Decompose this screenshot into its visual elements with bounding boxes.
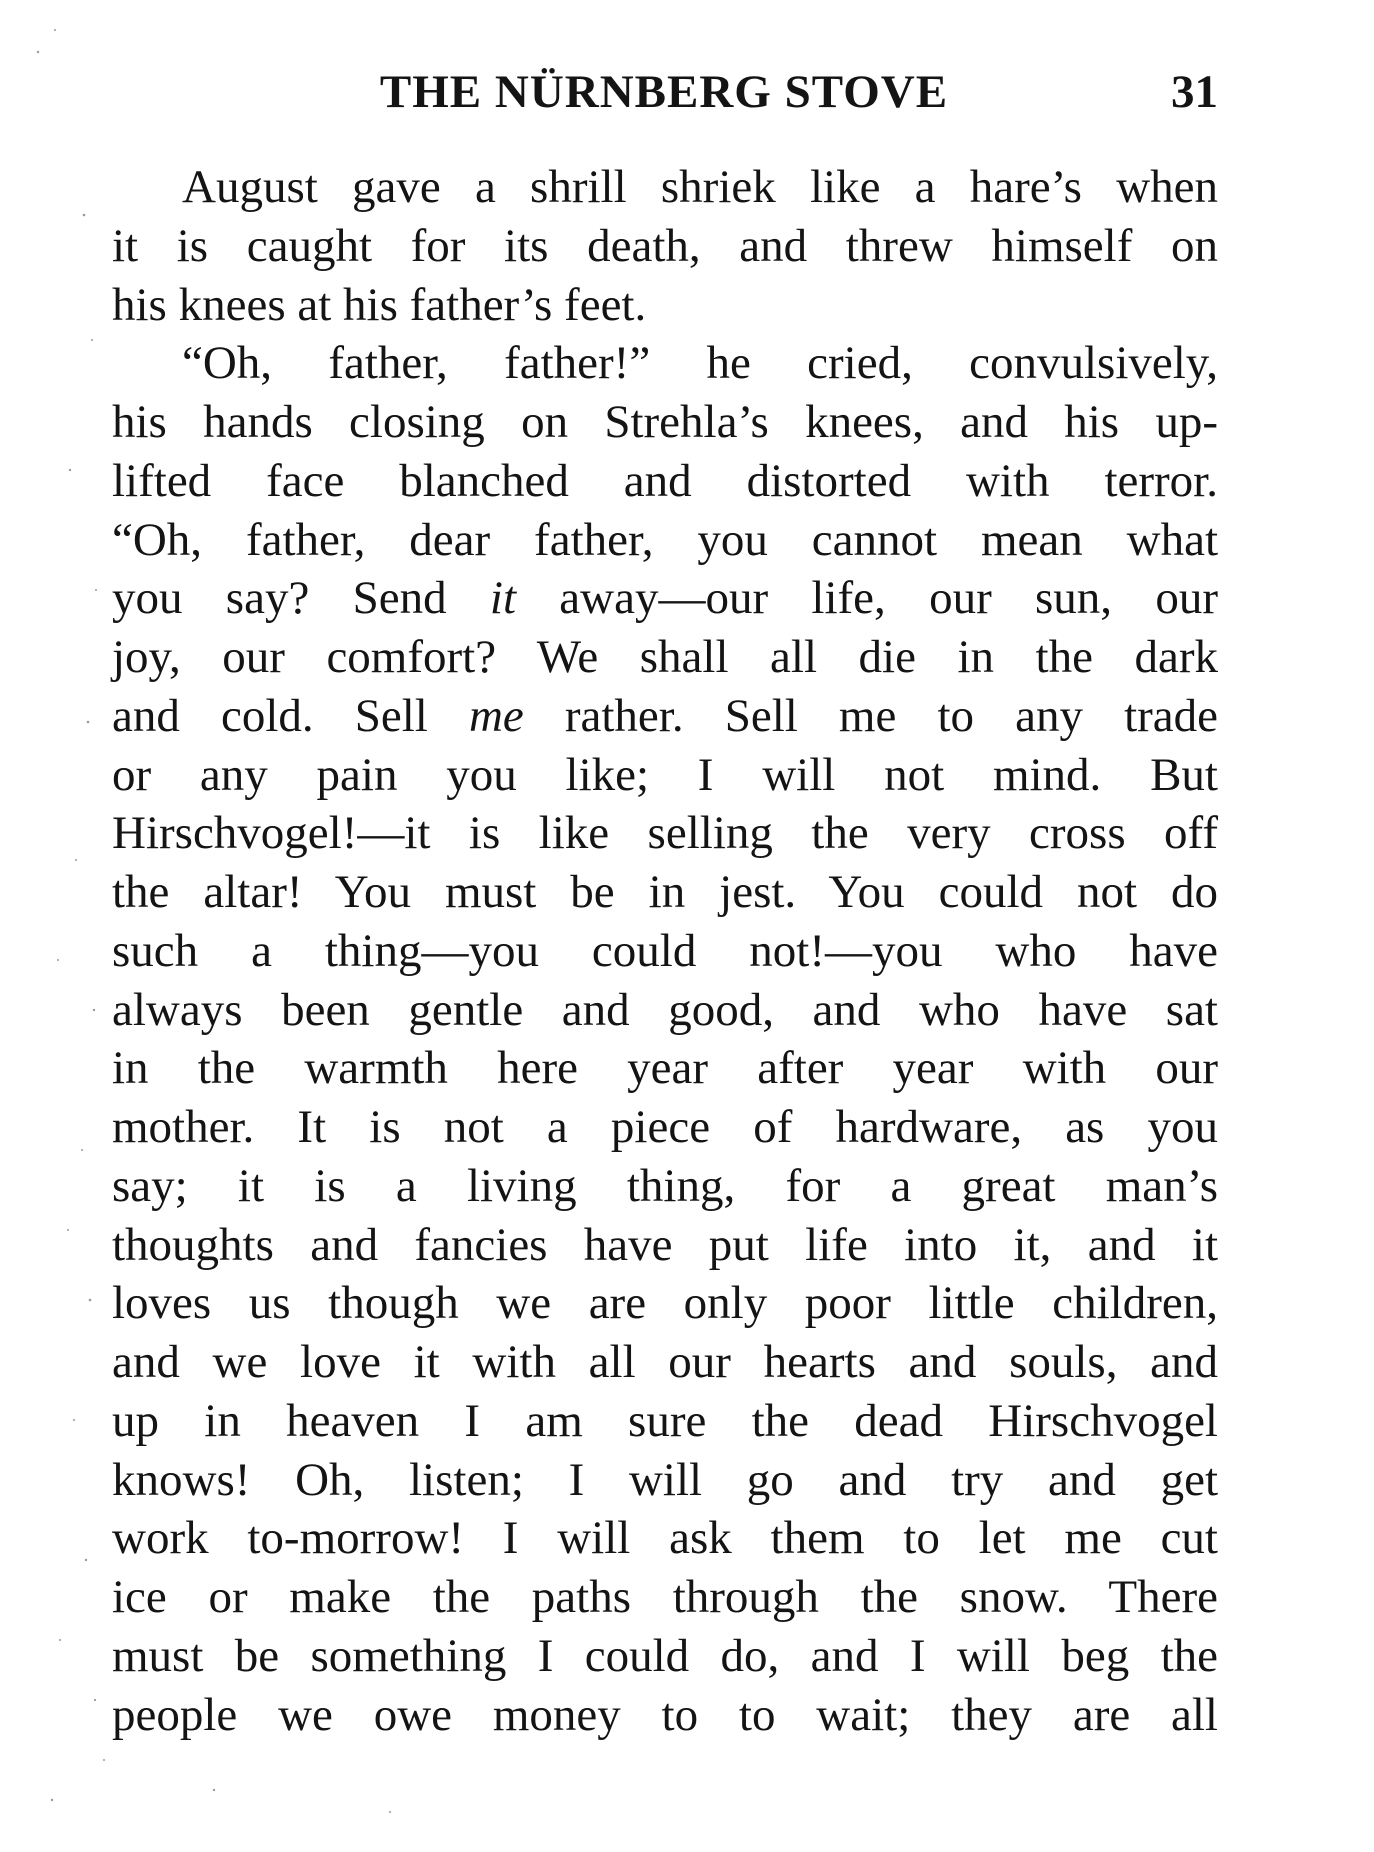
text-line bbox=[112, 569, 1218, 628]
text-line: and we love it with all our hearts and souls, and bbox=[112, 1336, 1218, 1388]
text-line: it is caught for its death, and threw himself on bbox=[112, 219, 1218, 272]
emphasis: me bbox=[468, 689, 524, 742]
text-line: his knees at his father’s feet. bbox=[112, 278, 647, 331]
emphasis: it bbox=[489, 572, 517, 625]
text-line: mother. It is not a piece of hardware, as you bbox=[112, 1101, 1218, 1153]
text-line: work to-morrow! I will ask them to let me cut bbox=[112, 1512, 1218, 1565]
text-line: ice or make the paths through the snow. There bbox=[112, 1571, 1218, 1623]
text-segment: away—our life, our sun, our bbox=[516, 572, 1218, 625]
text-segment: rather. Sell me to any trade bbox=[523, 689, 1218, 742]
text-line: “Oh, father, father!” he cried, convulsively, bbox=[182, 337, 1218, 390]
text-line bbox=[112, 687, 1218, 746]
text-line: or any pain you like; I will not mind. But bbox=[112, 748, 1218, 801]
text-line: always been gentle and good, and who have sat bbox=[112, 983, 1218, 1036]
text-line: up in heaven I am sure the dead Hirschvogel bbox=[112, 1394, 1218, 1447]
page-number: 31 bbox=[1171, 66, 1218, 118]
text-line: the altar! You must be in jest. You could not do bbox=[112, 866, 1218, 918]
text-line: in the warmth here year after year with our bbox=[112, 1042, 1218, 1095]
text-line: his hands closing on Strehla’s knees, and his up- bbox=[112, 396, 1218, 448]
text-line: must be something I could do, and I will beg the bbox=[112, 1629, 1218, 1682]
text-segment: and cold. Sell bbox=[112, 689, 469, 742]
text-line: joy, our comfort? We shall all die in the dark bbox=[112, 631, 1218, 683]
text-line: Hirschvogel!—it is like selling the very cross off bbox=[112, 807, 1218, 860]
body-text bbox=[112, 158, 1218, 1744]
text-line: “Oh, father, dear father, you cannot mean what bbox=[112, 513, 1218, 566]
running-title: THE NÜRNBERG STOVE bbox=[379, 66, 949, 118]
text-line: such a thing—you could not!—you who have bbox=[112, 924, 1218, 977]
text-line: people we owe money to to wait; they are all bbox=[112, 1688, 1218, 1741]
text-line: August gave a shrill shriek like a hare’s when bbox=[182, 161, 1218, 213]
text-line: knows! Oh, listen; I will go and try and get bbox=[112, 1453, 1218, 1506]
text-segment: you say? Send bbox=[112, 572, 490, 625]
running-head bbox=[110, 62, 1218, 122]
text-line: loves us though we are only poor little children, bbox=[112, 1277, 1218, 1330]
text-line: lifted face blanched and distorted with terror. bbox=[112, 454, 1218, 507]
text-line: say; it is a living thing, for a great man’s bbox=[112, 1159, 1218, 1212]
text-line: thoughts and fancies have put life into it, and it bbox=[112, 1218, 1218, 1271]
